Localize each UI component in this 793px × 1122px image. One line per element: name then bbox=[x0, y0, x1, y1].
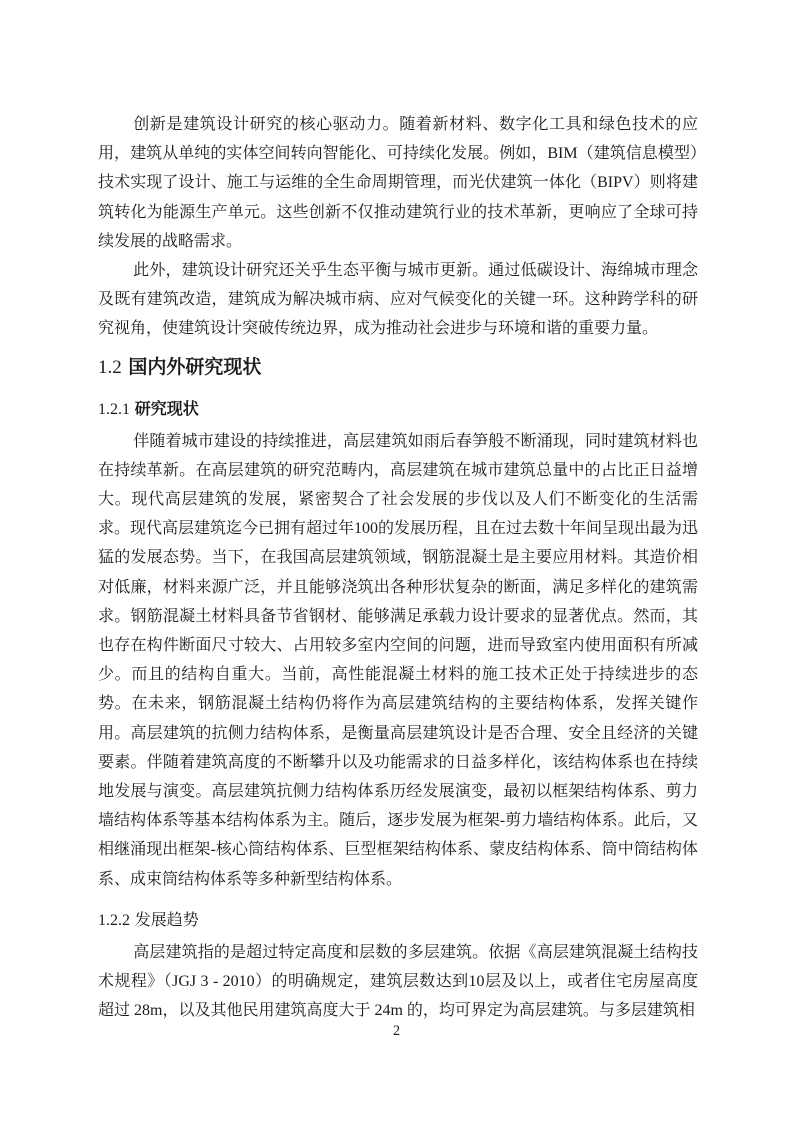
subsection-number: 1.2.2 bbox=[98, 911, 130, 929]
page-number: 2 bbox=[392, 1023, 401, 1039]
subsection-1-2-2-paragraph: 高层建筑指的是超过特定高度和层数的多层建筑。依据《高层建筑混凝土结构技术规程》（JGJ 3 - 2010）的明确规定，建筑层数达到10层及以上，或者住宅房屋高度超过 28m，以及其他民用建筑高度大于 24m 的，均可界定为高层建筑。与多层建筑相 bbox=[98, 943, 698, 1020]
subsection-title: 研究现状 bbox=[134, 400, 199, 418]
subsection-heading-1-2-1 bbox=[98, 398, 698, 422]
subsection-number: 1.2.1 bbox=[98, 400, 130, 418]
subsection-heading-1-2-2 bbox=[98, 909, 698, 933]
subsection-1-2-1-paragraph: 伴随着城市建设的持续推进，高层建筑如雨后春笋般不断涌现，同时建筑材料也在持续革新。在高层建筑的研究范畴内，高层建筑在城市建筑总量中的占比正日益增大。现代高层建筑的发展，紧密契合了社会发展的步伐以及人们不断变化的生活需求。现代高层建筑迄今已拥有超过年100的发展历程，且在过去数十年间呈现出最为迅猛的发展态势。当下，在我国高层建筑领域，钢筋混凝土是主要应用材料。其造价相对低廉，材料来源广泛，并且能够浇筑出各种形状复杂的断面，满足多样化的建筑需求。钢筋混凝土材料具备节省钢材、能够满足承载力设计要求的显著优点。然而，其也存在构件断面尺寸较大、占用较多室内空间的问题，进而导致室内使用面积有所减少。而且的结构自重大。当前，高性能混凝土材料的施工技术正处于持续进步的态势。在未来，钢筋混凝土结构仍将作为高层建筑结构的主要结构体系，发挥关键作用。高层建筑的抗侧力结构体系，是衡量高层建筑设计是否合理、安全且经济的关键要素。伴随着建筑高度的不断攀升以及功能需求的日益多样化，该结构体系也在持续地发展与演变。高层建筑抗侧力结构体系历经发展演变，最初以框架结构体系、剪力墙结构体系等基本结构体系为主。随后，逐步发展为框架-剪力墙结构体系。此后，又相继涌现出框架-核心筒结构体系、巨型框架结构体系、蒙皮结构体系、筒中筒结构体系、成束筒结构体系等多种新型结构体系。 bbox=[98, 432, 699, 888]
intro-paragraph-1: 创新是建筑设计研究的核心驱动力。随着新材料、数字化工具和绿色技术的应用，建筑从单纯的实体空间转向智能化、可持续化发展。例如，BIM（建筑信息模型）技术实现了设计、施工与运维的全生命周期管理，而光伏建筑一体化（BIPV）则将建筑转化为能源生产单元。这些创新不仅推动建筑行业的技术革新，更响应了全球可持续发展的战略需求。 bbox=[98, 116, 698, 250]
page-content bbox=[98, 110, 698, 1025]
section-title: 国内外研究现状 bbox=[128, 356, 262, 378]
subsection-title: 发展趋势 bbox=[134, 911, 199, 929]
section-number: 1.2 bbox=[98, 356, 122, 378]
intro-paragraph-2: 此外，建筑设计研究还关乎生态平衡与城市更新。通过低碳设计、海绵城市理念及既有建筑改造，建筑成为解决城市病、应对气候变化的关键一环。这种跨学科的研究视角，使建筑设计突破传统边界，成为推动社会进步与环境和谐的重要力量。 bbox=[98, 262, 698, 338]
section-heading-1-2 bbox=[98, 353, 698, 383]
